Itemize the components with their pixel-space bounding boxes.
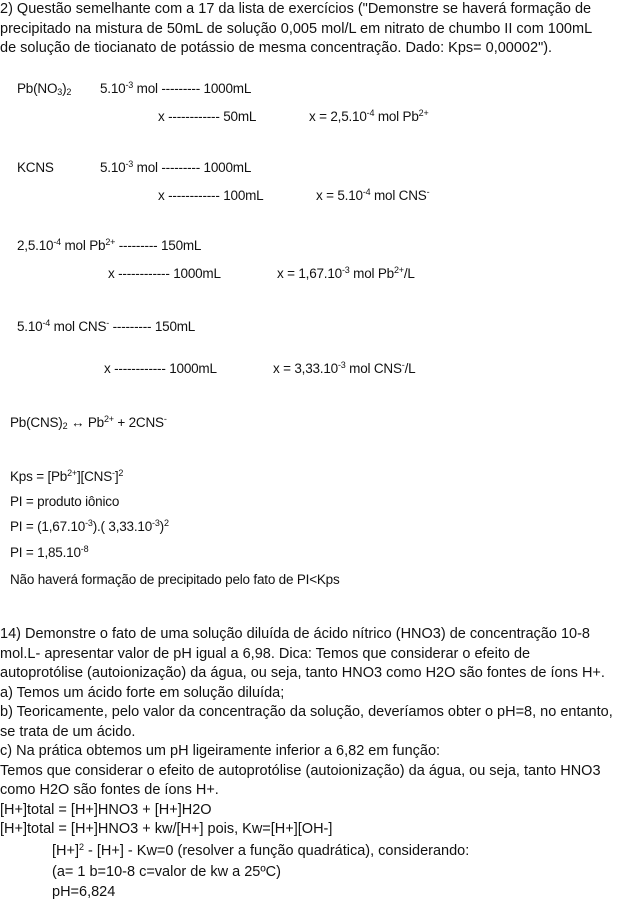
equilibrium-equation: $Pb(CNS)_2$ ↔ $Pb^{2+} + 2CNS^-$: [10, 414, 167, 431]
q14-line: mol.L- apresentar valor de pH igual a 6,98. Dica: Temos que considerar o efeito de: [0, 645, 531, 662]
q14-line: se trata de um ácido.: [0, 723, 136, 740]
pi-definition: PI = produto iônico: [10, 494, 120, 509]
q14-line: [H+]total = [H+]HNO3 + [H+]H2O: [0, 801, 212, 818]
cns-dilution-result: $x = 3,33.10^{-3}$ mol CNS-/L: [273, 360, 416, 376]
pbno3-x-volume: x ------------ 50mL: [158, 109, 257, 124]
q14-line: Temos que considerar o efeito de autoprotólise (autoionização) da água, ou seja, tanto HNO3: [0, 762, 601, 779]
pi-calculation: PI = $(1,67.10^{-3})$.( $3,33.10^{-3})^2$: [10, 518, 169, 534]
q14-line: b) Teoricamente, pelo valor da concentração da solução, deveríamos obter o pH=8, no entanto,: [0, 704, 613, 720]
q14-line: a) Temos um ácido forte em solução diluída;: [0, 684, 285, 701]
pi-result: PI = $1,85.10^{-8}$: [10, 544, 89, 560]
kps-expression: Kps = $[Pb^{2+}][CNS^-]^2$: [10, 468, 124, 484]
pb-dilution-result: $x = 1,67.10^{-3}$ mol $Pb^{2+}/L$: [277, 265, 415, 281]
kcns-x-volume: x ------------ 100mL: [158, 188, 264, 203]
coefficients: (a= 1 b=10-8 c=valor de kw a 25ºC): [52, 864, 281, 880]
cns-dilution-ratio: $5.10^{-4}$ mol CNS- --------- 150mL: [17, 318, 196, 334]
kcns-label: KCNS: [17, 160, 54, 175]
conclusion: Não haverá formação de precipitado pelo fato de PI<Kps: [10, 572, 340, 587]
kcns-result: $x = 5.10^{-4}$ mol CNS-: [316, 187, 430, 203]
q14-line: 14) Demonstre o fato de uma solução diluída de ácido nítrico (HNO3) de concentração 10-8: [0, 626, 590, 642]
q14-line: como H2O são fontes de íons H+.: [0, 782, 219, 798]
intro-line: precipitado na mistura de 50mL de solução 0,005 mol/L em nitrato de chumbo II com 100mL: [0, 20, 593, 37]
intro-line: 2) Questão semelhante com a 17 da lista de exercícios ("Demonstre se haverá formação de: [0, 1, 592, 17]
cns-dilution-x-volume: x ------------ 1000mL: [104, 361, 217, 376]
intro-line: de solução de tiocianato de potássio de mesma concentração. Dado: Kps= 0,00002").: [0, 40, 553, 56]
pbno3-ratio: $5.10^{-3}$ mol --------- 1000mL: [100, 80, 252, 96]
kcns-ratio: $5.10^{-3}$ mol --------- 1000mL: [100, 159, 252, 175]
pbno3-label: $Pb(NO_3)_2$: [17, 81, 72, 97]
ph-result: pH=6,824: [52, 884, 116, 900]
q14-line: c) Na prática obtemos um pH ligeiramente inferior a 6,82 em função:: [0, 743, 441, 759]
pb-dilution-x-volume: x ------------ 1000mL: [108, 266, 221, 281]
pb-dilution-ratio: $2,5.10^{-4}$ mol $Pb^{2+}$ --------- 150mL: [17, 237, 202, 253]
quadratic-equation: $[H+]^2 - [H+] - Kw=0$ (resolver a função quadrática), considerando:: [52, 842, 470, 859]
pbno3-result: $x = 2,5.10^{-4}$ mol $Pb^{2+}$: [309, 108, 429, 124]
q14-line: autoprotólise (autoionização) da água, ou seja, tanto HNO3 como H2O são fontes de íons H+.: [0, 665, 605, 681]
q14-line: [H+]total = [H+]HNO3 + kw/[H+] pois, Kw=[H+][OH-]: [0, 821, 333, 837]
